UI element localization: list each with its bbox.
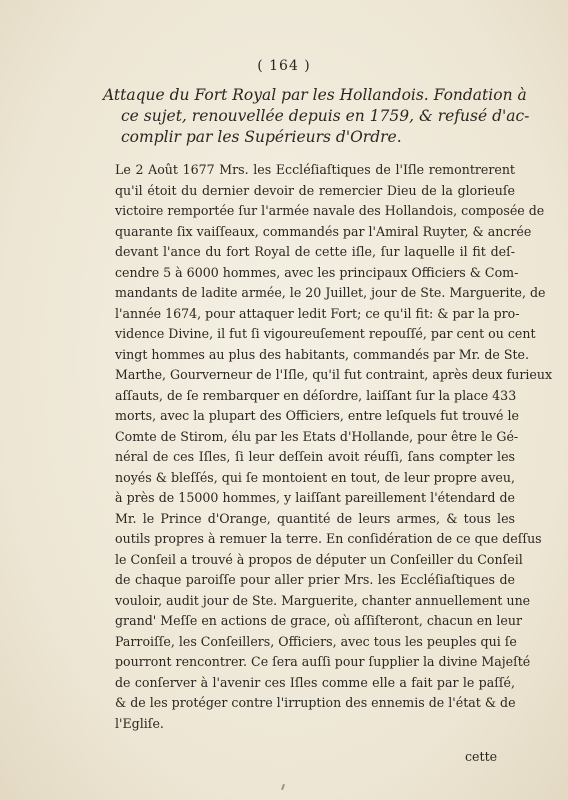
heading-line: ce sujet, renouvellée depuis en 1759, & refusé d'ac- [121,107,530,125]
body-line: cendre 5 à 6000 hommes, avec les principaux Officiers & Com- [115,264,519,280]
body-line: de conſerver à l'avenir ces Iſles comme elle a fait par le paſſé, [115,674,515,690]
body-line: Marthe, Gourverneur de l'Iſle, qu'il fut contraint, après deux furieux [115,367,553,382]
body-line: devant l'ance du fort Royal de cette iſle, ſur laquelle il fit deſ- [115,244,515,259]
body-line: outils propres à remuer la terre. En conſidération de ce que deſſus [115,531,542,546]
heading-line: Attaque du Fort Royal par les Hollandois. Fondation à [103,86,527,104]
body-line: le Conſeil a trouvé à propos de députer un Conſeiller du Conſeil [115,551,523,567]
body-line: Le 2 Août 1677 Mrs. les Eccléſiaſtiques de l'Iſle remontrerent [115,162,515,177]
page-number: ( 164 ) [257,58,311,74]
body-line: Parroiſſe, les Conſeillers, Officiers, avec tous les peuples qui ſe [115,633,517,649]
body-line: qu'il étoit du dernier devoir de remercier Dieu de la glorieuſe [115,182,515,198]
body-line: de chaque paroiſſe pour aller prier Mrs. les Eccléſiaſtiques de [115,572,515,587]
body-paragraph [115,160,553,734]
body-line: grand' Meſſe en actions de grace, où aſſiſteront, chacun en leur [115,613,522,628]
body-line: morts, avec la plupart des Officiers, entre leſquels fut trouvé le [115,408,519,423]
body-line: l'année 1674, pour attaquer ledit Fort; ce qu'il fit: & par la pro- [115,305,520,321]
body-line: à près de 15000 hommes, y laiſſant pareillement l'étendard de [115,490,515,505]
body-line: l'Egliſe. [115,715,164,731]
body-line: quarante ſix vaiſſeaux, commandés par l'Amiral Ruyter, & ancrée [115,223,532,239]
body-line: noyés & bleſſés, qui ſe montoient en tout, de leur propre aveu, [115,469,515,485]
section-heading [103,85,530,148]
body-line: mandants de ladite armée, le 20 Juillet, jour de Ste. Marguerite, de [115,285,546,300]
body-line: vidence Divine, il fut ſi vigoureuſement repouſſé, par cent ou cent [115,326,536,341]
ink-speck [281,784,285,790]
catchword: cette [465,749,498,764]
body-line: pourront rencontrer. Ce ſera auſſi pour ſupplier la divine Majeſté [115,654,531,669]
body-line: & de les protéger contre l'irruption des ennemis de l'état & de [115,695,516,710]
body-line: victoire remportée ſur l'armée navale des Hollandois, composée de [115,203,545,218]
heading-line: complir par les Supérieurs d'Ordre. [121,128,402,146]
body-line: vouloir, audit jour de Ste. Marguerite, chanter annuellement une [115,592,531,608]
body-line: Mr. le Prince d'Orange, quantité de leurs armes, & tous les [115,510,515,526]
body-line: Comte de Stirom, élu par les Etats d'Hollande, pour être le Gé- [115,428,519,444]
body-line: néral de ces Iſles, ſi leur deſſein avoit réuſſi, ſans compter les [115,449,515,464]
body-line: aſſauts, de ſe rembarquer en déſordre, laiſſant ſur la place 433 [115,387,517,403]
body-line: vingt hommes au plus des habitants, commandés par Mr. de Ste. [115,346,529,362]
